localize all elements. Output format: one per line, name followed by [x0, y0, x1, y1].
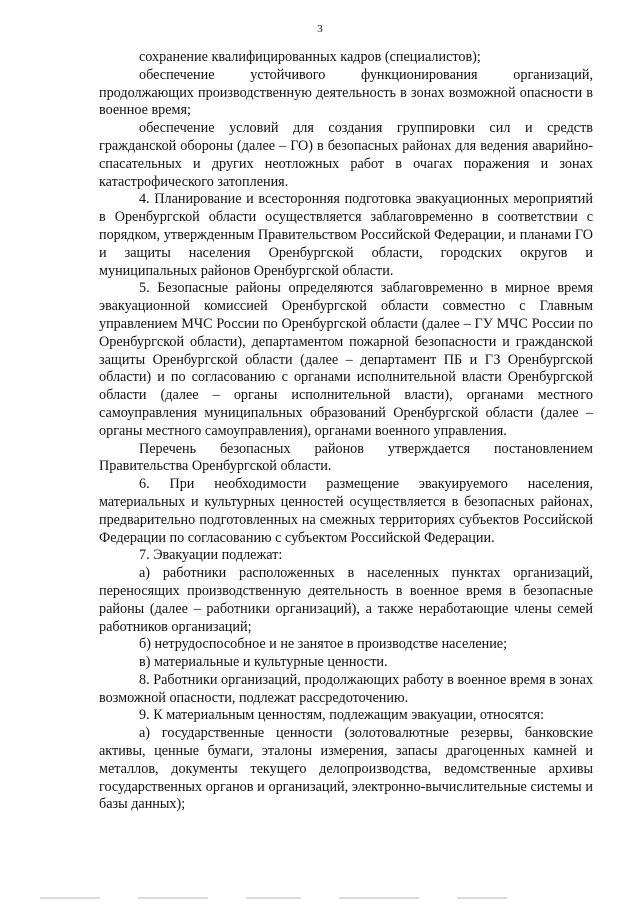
paragraph: 5. Безопасные районы определяются заблаговременно в мирное время эвакуационной комиссией Оренбургской области совместно с Главным управлением МЧС России по Оренбургской области (далее – ГУ МЧС России по Оренбургской области), департаментом пожарной безопасности и гражданской защиты Оренбургской области (далее – департамент ПБ и ГЗ Оренбургской области) и по согласованию с органами исполнительной власти Оренбургской области (далее – органы исполнительной власти), органами местного самоуправления муниципальных образований Оренбургской области (далее – органы местного самоуправления), органами военного управления.	[99, 280, 593, 439]
paragraph: 8. Работники организаций, продолжающих работу в военное время в зонах возможной опасности, подлежат рассредоточению.	[99, 671, 593, 706]
paragraph: а) государственные ценности (золотовалютные резервы, банковские активы, ценные бумаги, эталоны измерения, запасы драгоценных камней и металлов, документы текущего делопроизводства, ведомственные архивы государственных органов и организаций, электронно-вычислительные системы и базы данных);	[99, 725, 593, 813]
page-number: 3	[317, 23, 323, 35]
paragraph: 4. Планирование и всесторонняя подготовка эвакуационных мероприятий в Оренбургской области осуществляется заблаговременно в соответствии с порядком, утвержденным Правительством Российской Федерации, и планами ГО и защиты населения Оренбургской области, городских округов и муниципальных районов Оренбургской области.	[99, 191, 593, 279]
document-body	[99, 49, 593, 814]
paragraph: а) работники расположенных в населенных пунктах организаций, переносящих производственную деятельность в военное время в безопасные районы (далее – работники организаций), а также неработающие члены семей работников организаций;	[99, 565, 593, 635]
paragraph: б) нетрудоспособное и не занятое в производстве население;	[139, 636, 508, 653]
paragraph: 9. К материальным ценностям, подлежащим эвакуации, относятся:	[139, 707, 545, 724]
paragraph: обеспечение условий для создания группировки сил и средств гражданской обороны (далее – ГО) в безопасных районах для ведения аварийно-спасательных и других неотложных работ в очагах поражения и зонах катастрофического затопления.	[99, 120, 593, 190]
paragraph: в) материальные и культурные ценности.	[139, 654, 388, 671]
paragraph: 7. Эвакуации подлежат:	[139, 547, 283, 564]
paragraph: обеспечение устойчивого функционирования организаций, продолжающих производственную деятельность в зонах возможной опасности в военное время;	[99, 66, 593, 119]
paragraph: сохранение квалифицированных кадров (специалистов);	[139, 49, 481, 65]
paragraph: Перечень безопасных районов утверждается постановлением Правительства Оренбургской области.	[99, 440, 593, 475]
scan-footer-marks	[40, 897, 600, 901]
paragraph: 6. При необходимости размещение эвакуируемого населения, материальных и культурных ценностей осуществляется в безопасных районах, предварительно подготовленных на смежных территориях субъектов Российской Федерации по согласованию с субъектом Российской Федерации.	[99, 476, 593, 546]
